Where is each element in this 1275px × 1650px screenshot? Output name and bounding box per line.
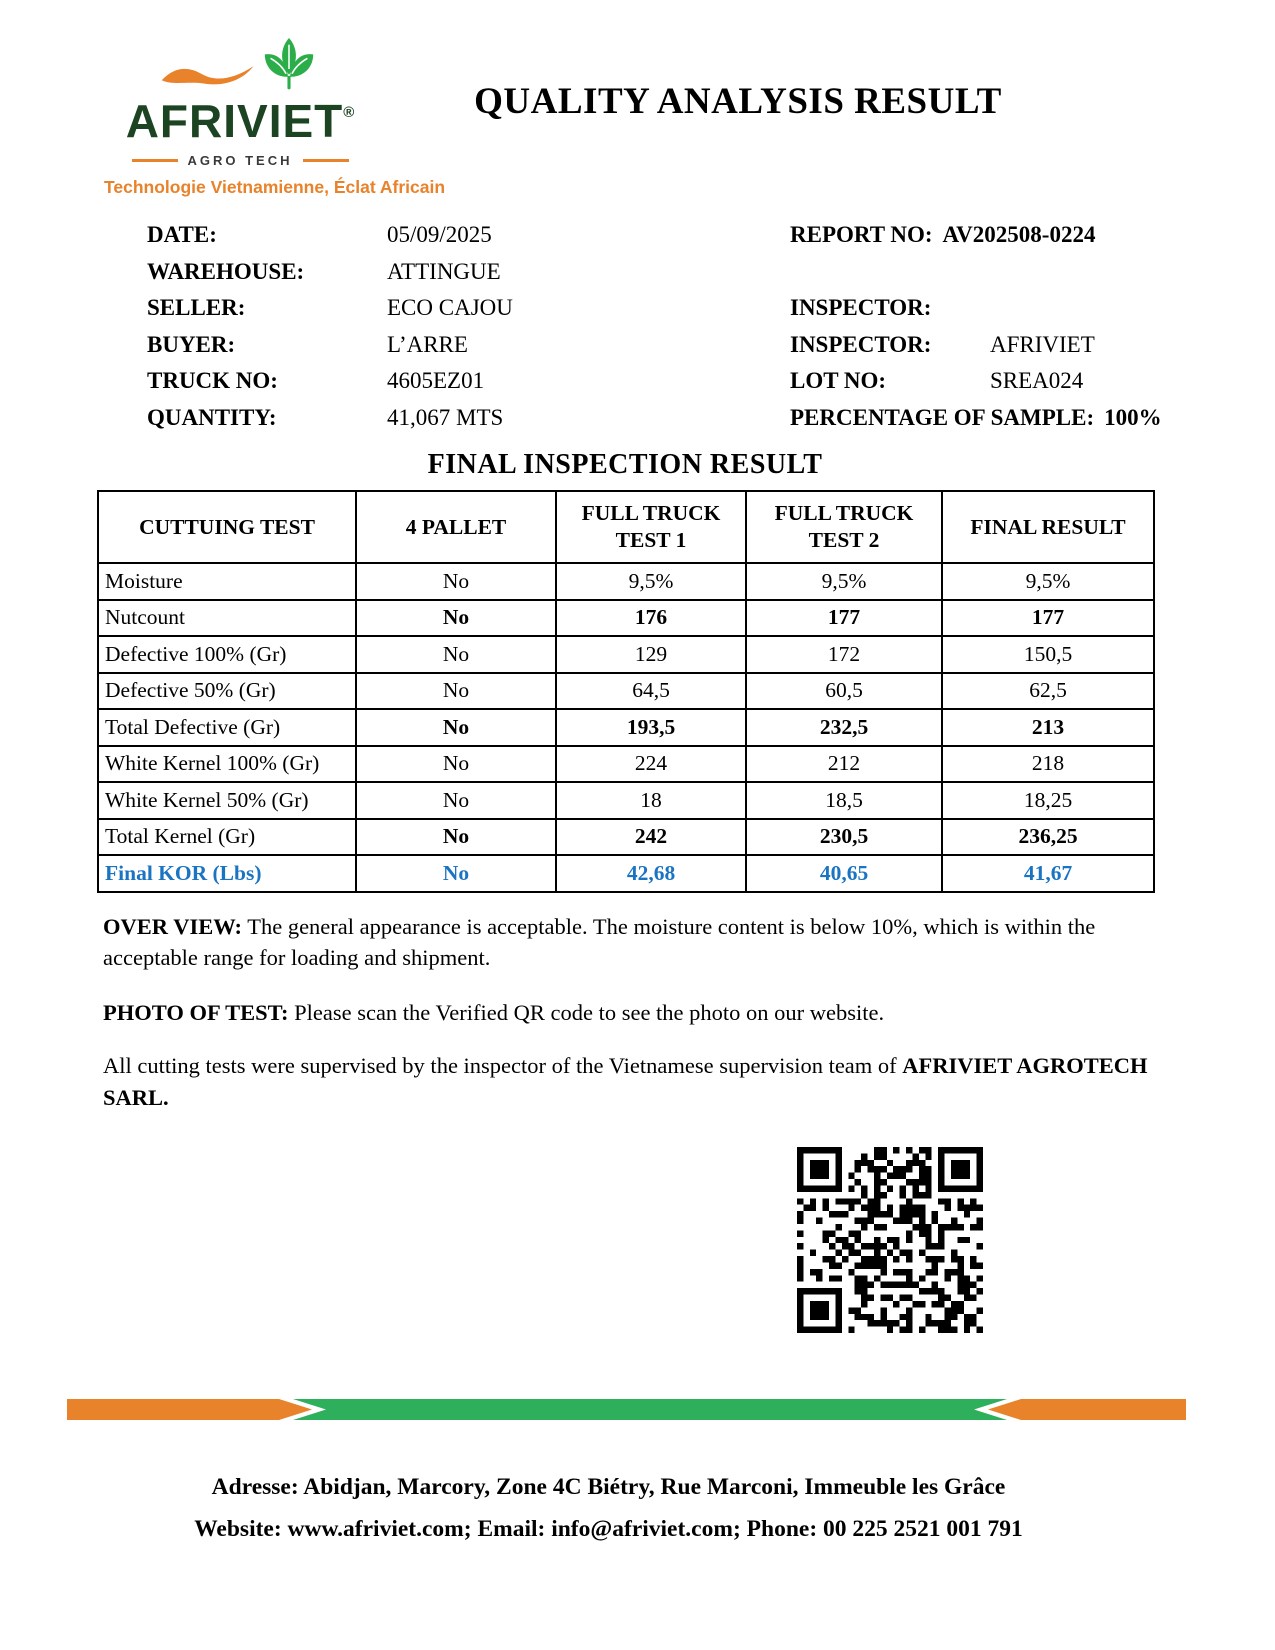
cell: 42,68 — [556, 855, 746, 892]
cell: Defective 100% (Gr) — [98, 636, 356, 673]
meta-row-warehouse — [147, 259, 790, 296]
cell: No — [356, 819, 556, 856]
col-header-final-result: FINAL RESULT — [942, 491, 1154, 563]
col-header-full-truck-test-2: FULL TRUCK TEST 2 — [746, 491, 942, 563]
cell: No — [356, 709, 556, 746]
footer — [0, 1474, 1275, 1543]
cell: 9,5% — [942, 563, 1154, 600]
quantity-value: 41,067 MTS — [387, 404, 504, 430]
warehouse-value: ATTINGUE — [387, 258, 501, 284]
footer-address: Adresse: Abidjan, Marcory, Zone 4C Biétry, Rue Marconi, Immeuble les Grâce — [211, 1474, 1006, 1501]
date-value: 05/09/2025 — [387, 222, 492, 247]
supervision-company: AFRIVIET AGROTECH SARL. — [103, 1053, 1148, 1111]
cell: 9,5% — [746, 563, 942, 600]
cell: 213 — [942, 709, 1154, 746]
quantity-label: QUANTITY: — [147, 404, 277, 430]
table-row-white-kernel-100 — [98, 746, 1154, 783]
table-row-defective-50 — [98, 673, 1154, 710]
photo-of-test-label: PHOTO OF TEST: — [103, 1000, 289, 1026]
supervision-text: All cutting tests were supervised by the inspector of the Vietnamese supervision team of — [103, 1053, 903, 1079]
cell: 176 — [556, 600, 746, 637]
cell: 212 — [746, 746, 942, 783]
dash-right — [303, 159, 349, 162]
inspection-result-table — [97, 490, 1155, 893]
cell: 18 — [556, 782, 746, 819]
meta-row-truck-no — [147, 368, 790, 405]
photo-of-test-paragraph — [103, 997, 1165, 1029]
dash-left — [132, 159, 178, 162]
inspector2-label: INSPECTOR: — [790, 331, 932, 357]
table-row-defective-100 — [98, 636, 1154, 673]
meta-row-report-no — [790, 222, 1275, 259]
cell: Total Kernel (Gr) — [98, 819, 356, 856]
meta-row-inspector-1 — [790, 295, 1275, 332]
section-title: FINAL INSPECTION RESULT — [427, 449, 823, 480]
brand-name: AFRIVIET — [125, 95, 344, 147]
cell: Defective 50% (Gr) — [98, 673, 356, 710]
overview-paragraph — [103, 911, 1165, 975]
cell: 224 — [556, 746, 746, 783]
warehouse-label: WAREHOUSE: — [147, 258, 305, 284]
report-no-value: AV202508-0224 — [942, 222, 1096, 247]
meta-row-quantity — [147, 405, 790, 442]
overview-label: OVER VIEW: — [103, 913, 242, 939]
meta-row-buyer — [147, 332, 790, 369]
cell: 18,5 — [746, 782, 942, 819]
cell: 150,5 — [942, 636, 1154, 673]
cell: 193,5 — [556, 709, 746, 746]
leaves-icon — [258, 36, 320, 98]
table-row-total-defective — [98, 709, 1154, 746]
table-row-moisture — [98, 563, 1154, 600]
lot-no-value: SREA024 — [990, 368, 1084, 393]
sample-percentage-label: PERCENTAGE OF SAMPLE: — [790, 404, 1095, 430]
cell: No — [356, 746, 556, 783]
truck-no-label: TRUCK NO: — [147, 368, 278, 393]
meta-row-spacer — [790, 259, 1275, 296]
truck-no-value: 4605EZ01 — [387, 368, 485, 393]
cell: No — [356, 673, 556, 710]
cell: 60,5 — [746, 673, 942, 710]
registered-mark: ® — [343, 104, 355, 121]
seller-label: SELLER: — [147, 295, 246, 320]
meta-row-sample-percentage — [790, 405, 1275, 442]
cell: 64,5 — [556, 673, 746, 710]
swoosh-icon — [160, 60, 256, 90]
footer-contact: Website: www.afriviet.com; Email: info@afriviet.com; Phone: 00 225 2521 001 791 — [194, 1516, 1023, 1543]
report-header — [0, 0, 1275, 198]
cell: 218 — [942, 746, 1154, 783]
division-name: AGRO TECH — [187, 153, 293, 168]
cell: 172 — [746, 636, 942, 673]
table-row-nutcount — [98, 600, 1154, 637]
cell: 9,5% — [556, 563, 746, 600]
table-row-white-kernel-50 — [98, 782, 1154, 819]
table-header-row — [98, 491, 1154, 563]
buyer-value: L’ARRE — [387, 331, 468, 357]
cell: Final KOR (Lbs) — [98, 855, 356, 892]
company-logo — [104, 34, 446, 198]
cell: No — [356, 782, 556, 819]
cell: No — [356, 563, 556, 600]
cell: 18,25 — [942, 782, 1154, 819]
sample-percentage-value: 100% — [1104, 404, 1162, 430]
seller-value: ECO CAJOU — [387, 295, 513, 320]
cell: 41,67 — [942, 855, 1154, 892]
cell: 230,5 — [746, 819, 942, 856]
col-header-full-truck-test-1: FULL TRUCK TEST 1 — [556, 491, 746, 563]
cell: Moisture — [98, 563, 356, 600]
metadata-right-column — [790, 222, 1275, 441]
report-metadata — [147, 222, 1275, 441]
date-label: DATE: — [147, 222, 217, 247]
company-tagline: Technologie Vietnamienne, Éclat Africain — [104, 177, 446, 197]
qr-code — [797, 1147, 983, 1333]
report-no-label: REPORT NO: — [790, 222, 933, 247]
cell: White Kernel 50% (Gr) — [98, 782, 356, 819]
col-header-cutting-test: CUTTUING TEST — [98, 491, 356, 563]
col-header-4-pallet: 4 PALLET — [356, 491, 556, 563]
cell: Total Defective (Gr) — [98, 709, 356, 746]
page-title: QUALITY ANALYSIS RESULT — [474, 81, 1002, 122]
supervision-paragraph — [103, 1050, 1165, 1114]
cell: No — [356, 855, 556, 892]
meta-row-inspector-2 — [790, 332, 1275, 369]
cell: 177 — [942, 600, 1154, 637]
cell: 129 — [556, 636, 746, 673]
table-row-final-kor — [98, 855, 1154, 892]
overview-text: The general appearance is acceptable. The moisture content is below 10%, which is within the acceptable range for loading and shipment. — [103, 913, 1096, 971]
cell: Nutcount — [98, 600, 356, 637]
cell: 232,5 — [746, 709, 942, 746]
cell: 40,65 — [746, 855, 942, 892]
cell: 177 — [746, 600, 942, 637]
table-row-total-kernel — [98, 819, 1154, 856]
inspector2-value: AFRIVIET — [990, 331, 1095, 357]
meta-row-lot-no — [790, 368, 1275, 405]
cell: No — [356, 636, 556, 673]
photo-of-test-text: Please scan the Verified QR code to see the photo on our website. — [288, 1000, 885, 1026]
lot-no-label: LOT NO: — [790, 368, 887, 393]
meta-row-date — [147, 222, 790, 259]
cell: No — [356, 600, 556, 637]
meta-row-seller — [147, 295, 790, 332]
inspector1-label: INSPECTOR: — [790, 295, 932, 320]
cell: 236,25 — [942, 819, 1154, 856]
buyer-label: BUYER: — [147, 331, 236, 357]
cell: 62,5 — [942, 673, 1154, 710]
divider-band — [67, 1399, 1186, 1420]
cell: 242 — [556, 819, 746, 856]
cell: White Kernel 100% (Gr) — [98, 746, 356, 783]
metadata-left-column — [147, 222, 790, 441]
